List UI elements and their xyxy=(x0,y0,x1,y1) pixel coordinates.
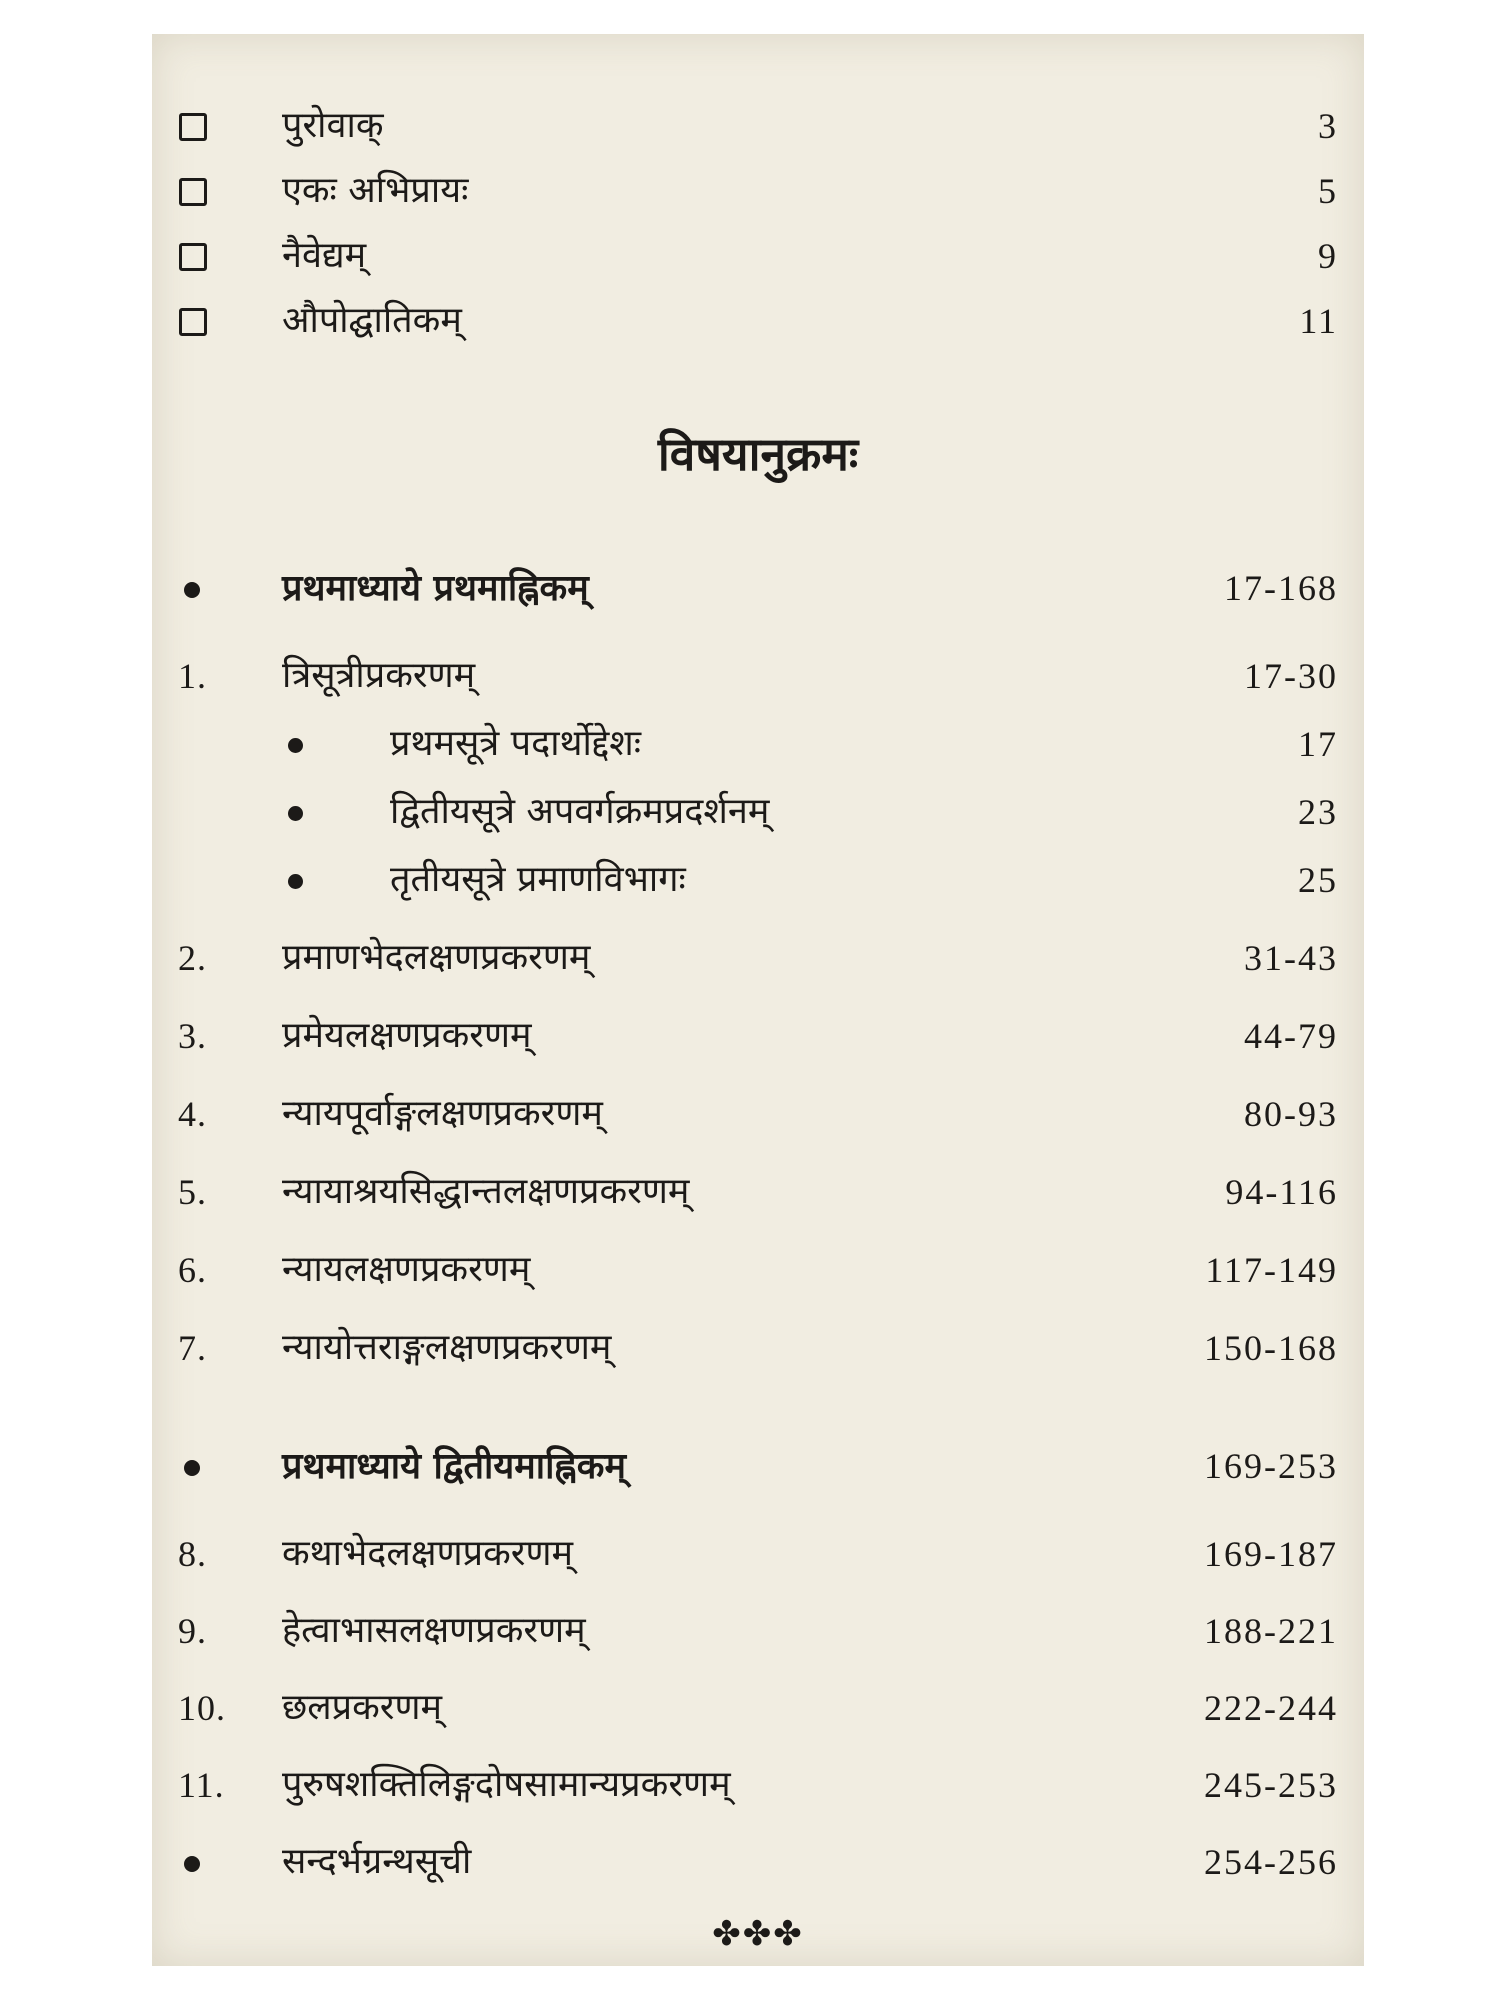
sub-entry-page: 23 xyxy=(1298,792,1338,832)
entry-pages: 94-116 xyxy=(1225,1172,1338,1212)
sub-entry-label: द्वितीयसूत्रे अपवर्गक्रमप्रदर्शनम् xyxy=(390,791,770,832)
toc-entry-front-matter xyxy=(152,96,1364,156)
entry-label: पुरुषशक्तिलिङ्गदोषसामान्यप्रकरणम् xyxy=(282,1764,731,1805)
toc-entry-bibliography xyxy=(152,1832,1364,1892)
checkbox-icon xyxy=(179,113,207,141)
entry-pages: 80-93 xyxy=(1244,1094,1338,1134)
bullet-icon xyxy=(184,1856,200,1872)
section-label: प्रथमाध्याये प्रथमाह्निकम् xyxy=(282,567,589,609)
checkbox-icon xyxy=(179,178,207,206)
ornament-divider: ✤✤✤ xyxy=(712,1914,804,1954)
entry-label: नैवेद्यम् xyxy=(282,235,367,276)
toc-entry xyxy=(152,1006,1364,1066)
entry-number: 4. xyxy=(178,1094,207,1134)
toc-entry xyxy=(152,1318,1364,1378)
bullet-icon xyxy=(288,874,303,889)
entry-page: 5 xyxy=(1318,171,1338,211)
entry-pages: 245-253 xyxy=(1204,1765,1338,1805)
entry-label: पुरोवाक् xyxy=(282,105,384,146)
entry-label: त्रिसूत्रीप्रकरणम् xyxy=(282,655,476,696)
checkbox-icon xyxy=(179,243,207,271)
entry-label: छलप्रकरणम् xyxy=(282,1687,443,1728)
entry-number: 9. xyxy=(178,1611,207,1651)
bullet-icon xyxy=(184,582,200,598)
entry-page: 11 xyxy=(1299,301,1338,341)
book-page xyxy=(152,34,1364,1966)
entry-label: न्यायोत्तराङ्गलक्षणप्रकरणम् xyxy=(282,1327,612,1368)
entry-label: न्यायाश्रयसिद्धान्तलक्षणप्रकरणम् xyxy=(282,1171,690,1212)
entry-label: हेत्वाभासलक्षणप्रकरणम् xyxy=(282,1610,586,1651)
entry-pages: 44-79 xyxy=(1244,1016,1338,1056)
section-label: प्रथमाध्याये द्वितीयमाह्निकम् xyxy=(282,1445,626,1487)
toc-entry xyxy=(152,1755,1364,1815)
entry-pages: 169-187 xyxy=(1204,1534,1338,1574)
toc-entry xyxy=(152,646,1364,706)
section-pages: 17-168 xyxy=(1224,568,1338,608)
entry-pages: 150-168 xyxy=(1204,1328,1338,1368)
bullet-icon xyxy=(288,738,303,753)
entry-pages: 188-221 xyxy=(1204,1611,1338,1651)
entry-pages: 254-256 xyxy=(1204,1842,1338,1882)
entry-pages: 31-43 xyxy=(1244,938,1338,978)
checkbox-icon xyxy=(179,308,207,336)
entry-page: 9 xyxy=(1318,236,1338,276)
toc-entry xyxy=(152,1084,1364,1144)
entry-number: 7. xyxy=(178,1328,207,1368)
entry-label: प्रमेयलक्षणप्रकरणम् xyxy=(282,1015,532,1056)
entry-label: न्यायलक्षणप्रकरणम् xyxy=(282,1249,531,1290)
page-title: विषयानुक्रमः xyxy=(657,427,859,481)
entry-number: 3. xyxy=(178,1016,207,1056)
entry-label: एकः अभिप्रायः xyxy=(282,170,469,211)
sub-entry-page: 25 xyxy=(1298,860,1338,900)
sub-entry-label: प्रथमसूत्रे पदार्थोद्देशः xyxy=(390,723,642,764)
entry-page: 3 xyxy=(1318,106,1338,146)
toc-entry xyxy=(152,1240,1364,1300)
entry-pages: 222-244 xyxy=(1204,1688,1338,1728)
entry-number: 6. xyxy=(178,1250,207,1290)
toc-sub-entry xyxy=(152,782,1364,842)
bullet-icon xyxy=(288,806,303,821)
toc-entry-front-matter xyxy=(152,291,1364,351)
entry-number: 5. xyxy=(178,1172,207,1212)
entry-label: प्रमाणभेदलक्षणप्रकरणम् xyxy=(282,937,591,978)
section-heading xyxy=(152,558,1364,618)
entry-label: सन्दर्भग्रन्थसूची xyxy=(282,1841,472,1882)
section-heading xyxy=(152,1436,1364,1496)
entry-number: 2. xyxy=(178,938,207,978)
toc-entry xyxy=(152,1524,1364,1584)
section-pages: 169-253 xyxy=(1204,1446,1338,1486)
entry-label: न्यायपूर्वाङ्गलक्षणप्रकरणम् xyxy=(282,1093,603,1134)
toc-entry-front-matter xyxy=(152,226,1364,286)
toc-entry-front-matter xyxy=(152,161,1364,221)
entry-pages: 17-30 xyxy=(1244,656,1338,696)
toc-sub-entry xyxy=(152,850,1364,910)
bullet-icon xyxy=(184,1460,200,1476)
toc-entry xyxy=(152,1162,1364,1222)
entry-label: कथाभेदलक्षणप्रकरणम् xyxy=(282,1533,574,1574)
toc-entry xyxy=(152,928,1364,988)
sub-entry-label: तृतीयसूत्रे प्रमाणविभागः xyxy=(390,859,686,900)
sub-entry-page: 17 xyxy=(1298,724,1338,764)
toc-entry xyxy=(152,1601,1364,1661)
entry-number: 11. xyxy=(178,1765,225,1805)
toc-sub-entry xyxy=(152,714,1364,774)
entry-label: औपोद्घातिकम् xyxy=(282,300,462,341)
toc-entry xyxy=(152,1678,1364,1738)
entry-number: 10. xyxy=(178,1688,226,1728)
entry-pages: 117-149 xyxy=(1205,1250,1338,1290)
entry-number: 8. xyxy=(178,1534,207,1574)
entry-number: 1. xyxy=(178,656,207,696)
